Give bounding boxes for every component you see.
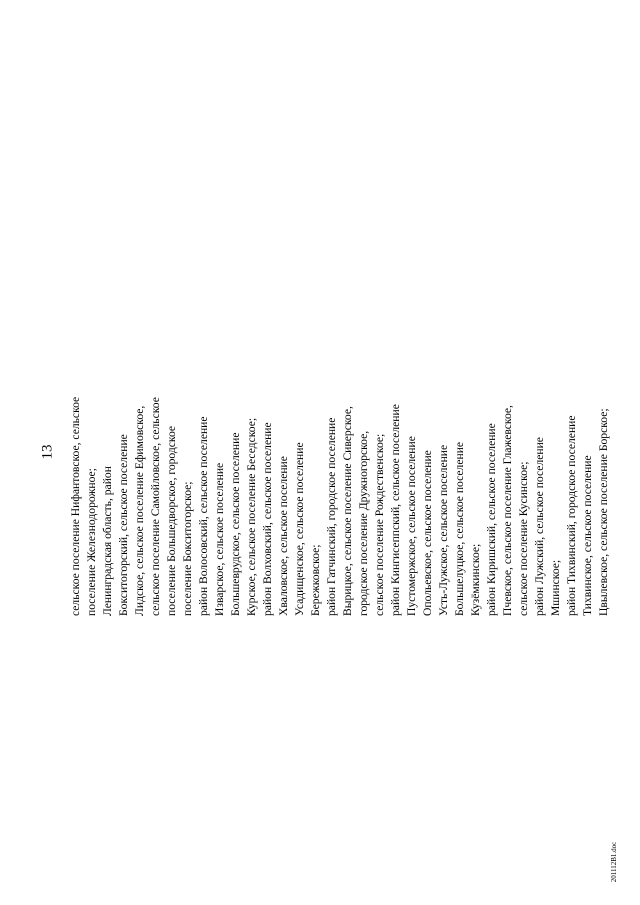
- text-line: сельское поселение Нифантовское, сельское: [69, 396, 82, 616]
- text-line: район Лужский, сельское поселение: [533, 437, 546, 616]
- text-line: Лидское, сельское поселение Ефимовское,: [133, 405, 146, 616]
- text-line: сельское поселение Кусинское;: [517, 461, 530, 616]
- text-line: Мшинское;: [549, 559, 562, 616]
- text-line: Бокситогорский, сельское поселение: [117, 434, 130, 616]
- text-line: Большелуцкое, сельское поселение: [453, 441, 466, 616]
- text-line: Усть-Лужское, сельское поселение: [437, 444, 450, 616]
- text-line: район Волосовский, сельское поселение: [197, 416, 210, 616]
- page-number: 13: [39, 444, 56, 460]
- text-line: Кузёмкинское;: [469, 543, 482, 616]
- text-line: Ленинградская область, район: [101, 466, 114, 616]
- text-line: Цвылевское, сельское поселение Борское;: [597, 408, 610, 616]
- text-line: Опольевское, сельское поселение: [421, 450, 434, 616]
- text-line: поселение Железнодорожное;: [85, 468, 98, 616]
- text-line: район Киришский, сельское поселение: [485, 423, 498, 616]
- text-line: район Кингисеппский, сельское поселение: [389, 404, 402, 616]
- text-line: район Гатчинский, городское поселение: [325, 417, 338, 616]
- text-line: Усадищенское, сельское поселение: [293, 442, 306, 616]
- text-line: сельское поселение Рождественское;: [373, 433, 386, 616]
- text-line: поселение Бокситогорское;: [181, 481, 194, 616]
- text-line: поселение Большедворское, городское: [165, 425, 178, 616]
- text-line: Большеврудское, сельское поселение: [229, 432, 242, 616]
- text-line: сельское поселение Самойловское, сельское: [149, 397, 162, 616]
- text-line: Курское, сельское поселение Беседское;: [245, 417, 258, 616]
- text-line: район Волховский, сельское поселение: [261, 422, 274, 616]
- text-line: Хваловское, сельское поселение: [277, 456, 290, 616]
- text-line: Бережковское;: [309, 544, 322, 616]
- text-line: городское поселение Дружногорское,: [357, 430, 370, 616]
- document-text-column: [68, 326, 610, 616]
- text-line: район Тихвинский, городское поселение: [565, 415, 578, 616]
- text-line: Вырицкое, сельское поселение Сиверское,: [341, 406, 354, 616]
- text-line: Пчевское, сельское поселение Глажевское,: [501, 405, 514, 616]
- text-line: Пустомержское, сельское поселение: [405, 436, 418, 616]
- text-line: Тихвинское, сельское поселение: [581, 455, 594, 616]
- text-line: Изварское, сельское поселение: [213, 462, 226, 616]
- footer-file-name: 201112B1.doc: [610, 841, 618, 883]
